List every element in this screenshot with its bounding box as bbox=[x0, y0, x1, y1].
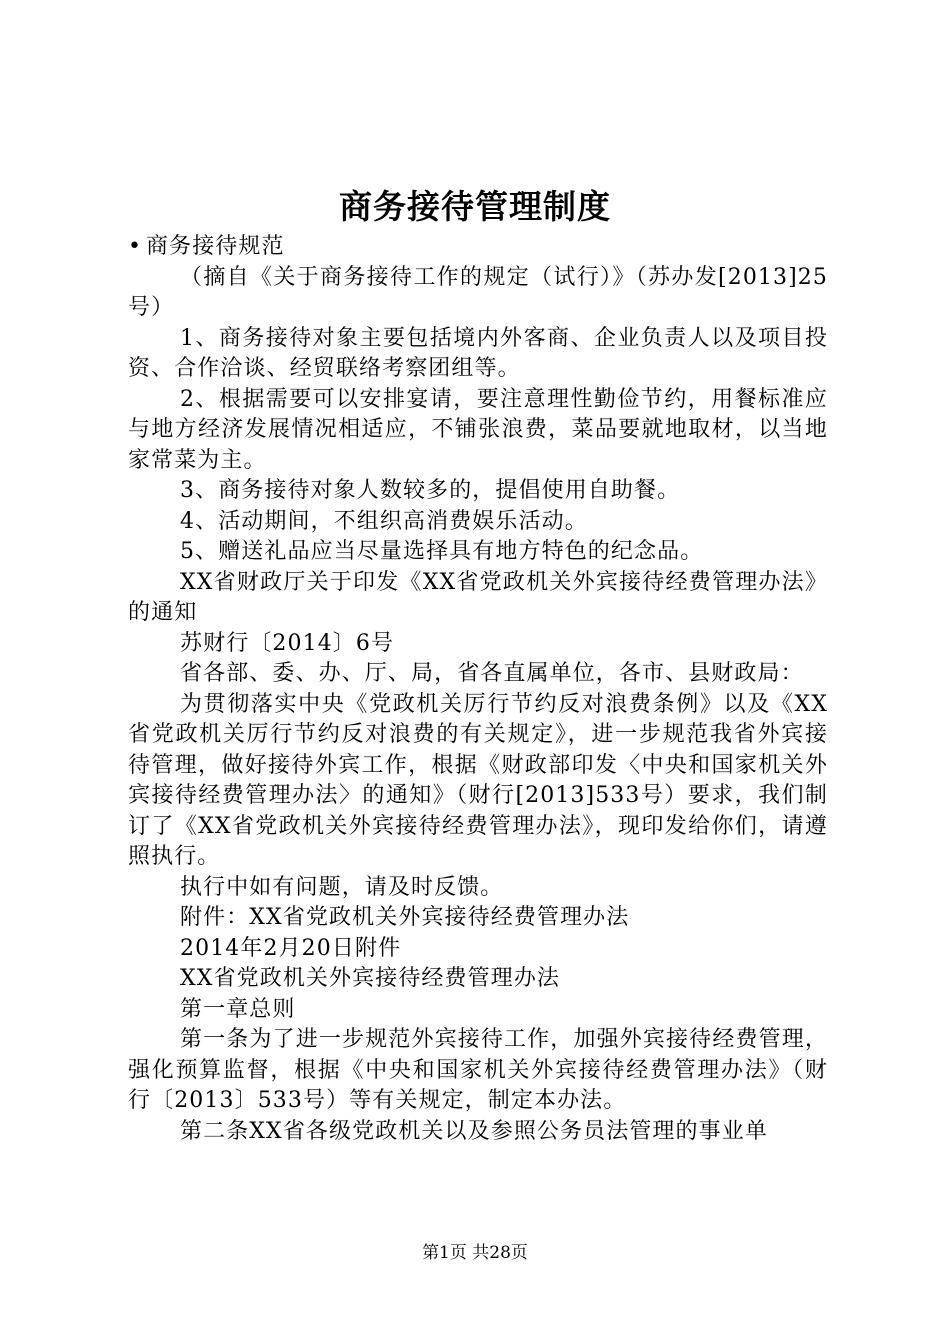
attachment-line: 附件：XX省党政机关外宾接待经费管理办法 bbox=[180, 905, 630, 930]
chapter-heading: 第一章总则 bbox=[180, 996, 296, 1022]
bullet-heading: 商务接待规范 bbox=[146, 234, 285, 259]
paragraph-item-5: 5、赠送礼品应当尽量选择具有地方特色的纪念品。 bbox=[180, 539, 704, 564]
bullet-icon: • bbox=[128, 234, 143, 259]
document-title: 商务接待管理制度 bbox=[339, 187, 611, 226]
feedback-line: 执行中如有问题，请及时反馈。 bbox=[180, 874, 504, 900]
paragraph-item-4: 4、活动期间，不组织高消费娱乐活动。 bbox=[180, 508, 588, 534]
date-line: 2014年2月20日附件 bbox=[180, 935, 402, 961]
paragraph-item-3: 3、商务接待对象人数较多的，提倡使用自助餐。 bbox=[180, 478, 681, 503]
article-2: 第二条XX省各级党政机关以及参照公务员法管理的事业单 bbox=[180, 1118, 768, 1144]
attachment-title: XX省党政机关外宾接待经费管理办法 bbox=[180, 966, 561, 991]
paragraph-item-1: 1、商务接待对象主要包括境内外客商、企业负责人以及项目投资、合作洽谈、经贸联络考察团组等。 bbox=[128, 325, 828, 381]
bullet-heading-line bbox=[128, 232, 828, 263]
paragraph-item-2: 2、根据需要可以安排宴请，要注意理性勤俭节约，用餐标准应与地方经济发展情况相适应，不铺张浪费，菜品要就地取材，以当地家常菜为主。 bbox=[128, 386, 828, 473]
paragraph-source-note: （摘自《关于商务接待工作的规定（试行）》（苏办发[2013]25号） bbox=[128, 264, 828, 320]
notice-title: XX省财政厅关于印发《XX省党政机关外宾接待经费管理办法》的通知 bbox=[128, 569, 828, 625]
notice-body: 为贯彻落实中央《党政机关厉行节约反对浪费条例》以及《XX省党政机关厉行节约反对浪费的有关规定》，进一步规范我省外宾接待管理，做好接待外宾工作，根据《财政部印发〈中央和国家机关外宾接待经费管理办法〉的通知》（财行[2013]533号）要求，我们制订了《XX省党政机关外宾接待经费管理办法》，现印发给你们，请遵照执行。 bbox=[128, 691, 828, 869]
addressee: 省各部、委、办、厅、局，省各直属单位，各市、县财政局： bbox=[180, 661, 804, 686]
article-1: 第一条为了进一步规范外宾接待工作，加强外宾接待经费管理，强化预算监督，根据《中央和国家机关外宾接待经费管理办法》（财行〔2013〕533号）等有关规定，制定本办法。 bbox=[128, 1027, 828, 1113]
page-number-footer: 第1页 共28页 bbox=[422, 1243, 528, 1263]
document-number: 苏财行〔2014〕6号 bbox=[180, 630, 395, 656]
document-body bbox=[128, 232, 828, 1147]
